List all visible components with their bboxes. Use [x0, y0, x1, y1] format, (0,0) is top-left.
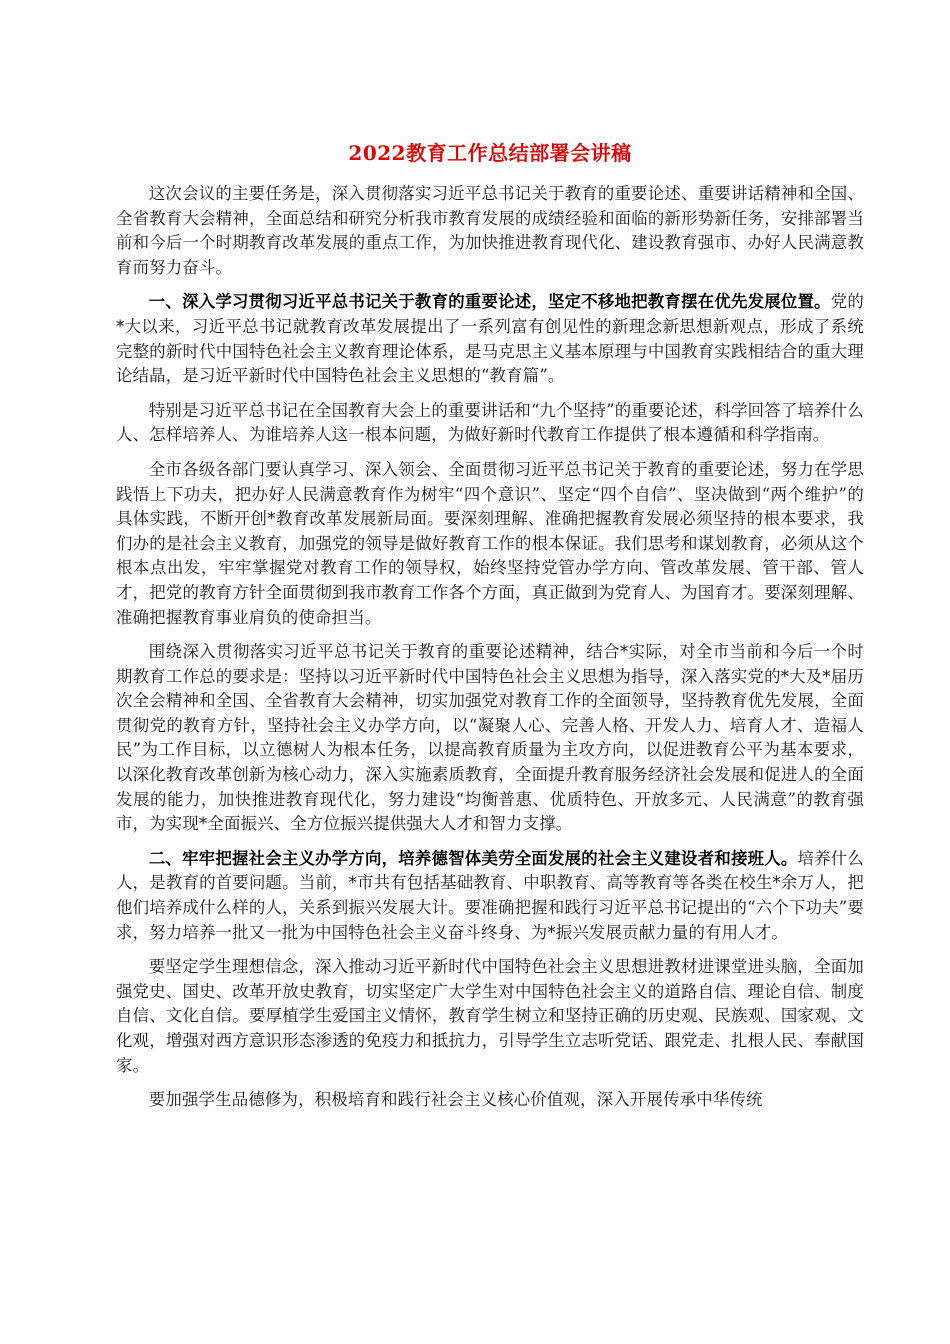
- paragraph-text: 全市各级各部门要认真学习、深入领会、全面贯彻习近平总书记关于教育的重要论述，努力在学思践悟上下功夫，把办好人民满意教育作为树牢“四个意识”、坚定“四个自信”、坚决做到“两个维护”的具体实践，不断开创*教育改革发展新局面。要深刻理解、准确把握教育发展必须坚持的根本要求，我们办的是社会主义教育，加强党的领导是做好教育工作的根本保证。我们思考和谋划教育，必须从这个根本点出发，牢牢掌握党对教育工作的领导权，始终坚持党管办学方向、管改革发展、管干部、管人才，把党的教育方针全面贯彻到我市教育工作各个方面，真正做到为党育人、为国育才。要深刻理解、准确把握教育事业肩负的使命担当。: [116, 459, 864, 627]
- paragraph-text: 特别是习近平总书记在全国教育大会上的重要讲话和“九个坚持”的重要论述，科学回答了培养什么人、怎样培养人、为谁培养人这一根本问题，为做好新时代教育工作提供了根本遵循和科学指南。: [116, 400, 864, 445]
- paragraph-text: 党的*大以来，习近平总书记就教育改革发展提出了一系列富有创见性的新理念新思想新观点，形成了系统完整的新时代中国特色社会主义教育理论体系，是马克思主义基本原理与中国教育实践相结合的重大理论结晶，是习近平新时代中国特色社会主义思想的“教育篇”。: [116, 292, 864, 386]
- section-heading-2: 二、牢牢把握社会主义办学方向，培养德智体美劳全面发展的社会主义建设者和接班人。: [148, 848, 798, 868]
- document-body: [116, 138, 864, 1123]
- section-heading-1: 一、深入学习贯彻习近平总书记关于教育的重要论述，坚定不移地把教育摆在优先发展位置。: [148, 292, 831, 312]
- document-title: 2022教育工作总结部署会讲稿: [348, 141, 632, 165]
- paragraph: [116, 399, 864, 448]
- paragraph-text: 要加强学生品德修为，积极培育和践行社会主义核心价值观，深入开展传承中华传统: [148, 1090, 763, 1110]
- paragraph-text: 这次会议的主要任务是，深入贯彻落实习近平总书记关于教育的重要论述、重要讲话精神和全国、全省教育大会精神，全面总结和研究分析我市教育发展的成绩经验和面临的新形势新任务，安排部署当前和今后一个时期教育改革发展的重点工作，为加快推进教育现代化、建设教育强市、办好人民满意教育而努力奋斗。: [116, 184, 864, 277]
- paragraph-text: 要坚定学生理想信念，深入推动习近平新时代中国特色社会主义思想进教材进课堂进头脑，全面加强党史、国史、改革开放史教育，切实坚定广大学生对中国特色社会主义的道路自信、理论自信、制度自信、文化自信。要厚植学生爱国主义情怀，教育学生树立和坚持正确的历史观、民族观、国家观、文化观，增强对西方意识形态渗透的免疫力和抵抗力，引导学生立志听党话、跟党走、扎根人民、奉献国家。: [116, 957, 864, 1075]
- paragraph: [116, 182, 864, 280]
- section-heading-paragraph: [116, 290, 864, 388]
- paragraph: [116, 640, 864, 837]
- section-heading-paragraph: [116, 847, 864, 945]
- paragraph: [116, 458, 864, 630]
- paragraph-text: 培养什么人，是教育的首要问题。当前，*市共有包括基础教育、中职教育、高等教育等各类在校生*余万人，把他们培养成什么样的人，关系到振兴发展大计。要准确把握和践行习近平总书记提出的“六个下功夫”要求，努力培养一批又一批为中国特色社会主义奋斗终身、为*振兴发展贡献力量的有用人才。: [116, 848, 864, 942]
- paragraph: [116, 1088, 864, 1113]
- paragraph-text: 围绕深入贯彻落实习近平总书记关于教育的重要论述精神，结合*实际，对全市当前和今后一个时期教育工作总的要求是：坚持以习近平新时代中国特色社会主义思想为指导，深入落实党的*大及*届历次全会精神和全国、全省教育大会精神，切实加强党对教育工作的全面领导，坚持教育优先发展，全面贯彻党的教育方针，坚持社会主义办学方向，以“凝聚人心、完善人格、开发人力、培育人才、造福人民”为工作目标，以立德树人为根本任务，以提高教育质量为主攻方向，以促进教育公平为基本要求，以深化教育改革创新为核心动力，深入实施素质教育，全面提升教育服务经济社会发展和促进人的全面发展的能力，加快推进教育现代化，努力建设“均衡普惠、优质特色、开放多元、人民满意”的教育强市，为实现*全面振兴、全方位振兴提供强大人才和智力支撑。: [116, 642, 864, 834]
- paragraph: [116, 955, 864, 1078]
